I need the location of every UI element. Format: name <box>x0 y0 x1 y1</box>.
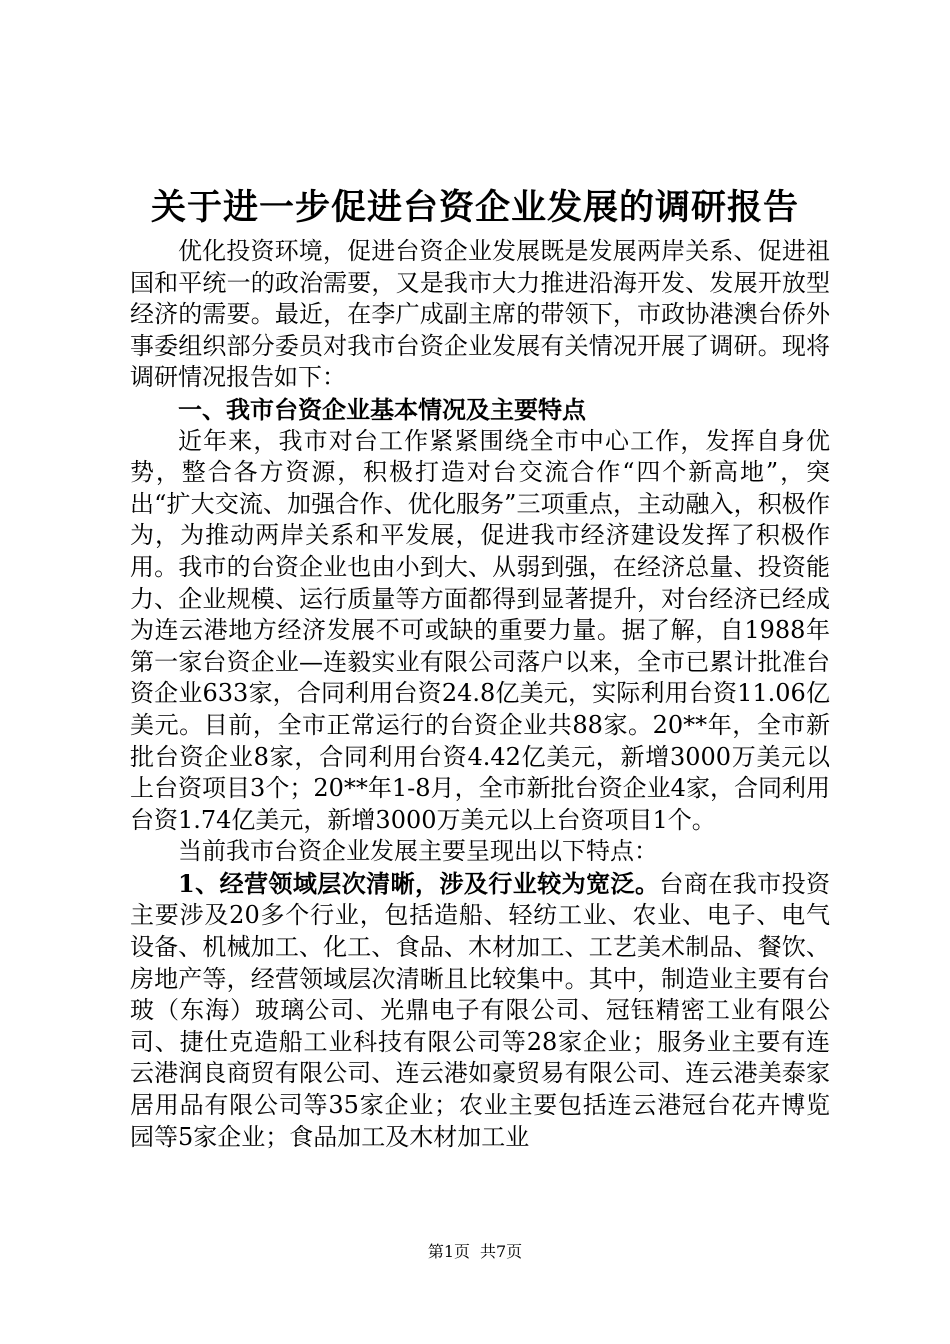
document-title: 关于进一步促进台资企业发展的调研报告 <box>150 187 799 228</box>
feature-1-paragraph <box>130 868 830 1153</box>
overview-paragraph: 近年来，我市对台工作紧紧围绕全市中心工作，发挥自身优势，整合各方资源，积极打造对台交流合作“四个新高地”，突出“扩大交流、加强合作、优化服务”三项重点，主动融入，积极作为，为推动两岸关系和平发展，促进我市经济建设发挥了积极作用。我市的台资企业也由小到大、从弱到强，在经济总量、投资能力、企业规模、运行质量等方面都得到显著提升，对台经济已经成为连云港地方经济发展不可或缺的重要力量。据了解，自1988年第一家台资企业—连毅实业有限公司落户以来，全市已累计批准台资企业633家，合同利用台资24.8亿美元，实际利用台资11.06亿美元。目前，全市正常运行的台资企业共88家。20**年，全市新批台资企业8家，合同利用台资4.42亿美元，新增3000万美元以上台资项目3个；20**年1-8月，全市新批台资企业4家，合同利用台资1.74亿美元，新增3000万美元以上台资项目1个。 <box>130 426 830 834</box>
page-number-total: 共7页 <box>480 1242 523 1261</box>
section-heading-1: 一、我市台资企业基本情况及主要特点 <box>178 394 586 424</box>
features-intro-paragraph: 当前我市台资企业发展主要呈现出以下特点： <box>178 837 658 866</box>
feature-1-lead: 1、经营领域层次清晰，涉及行业较为宽泛。 <box>178 868 660 898</box>
document-body <box>130 236 830 1153</box>
intro-paragraph: 优化投资环境，促进台资企业发展既是发展两岸关系、促进祖国和平统一的政治需要，又是我市大力推进沿海开发、发展开放型经济的需要。最近，在李广成副主席的带领下，市政协港澳台侨外事委组织部分委员对我市台资企业发展有关情况开展了调研。现将调研情况报告如下： <box>130 237 830 392</box>
feature-1-text: 台商在我市投资主要涉及20多个行业，包括造船、轻纺工业、农业、电子、电气设备、机械加工、化工、食品、木材加工、工艺美术制品、餐饮、房地产等，经营领域层次清晰且比较集中。其中，制造业主要有台玻（东海）玻璃公司、光鼎电子有限公司、冠钰精密工业有限公司、捷仕克造船工业科技有限公司等28家企业；服务业主要有连云港润良商贸有限公司、连云港如豪贸易有限公司、连云港美泰家居用品有限公司等35家企业；农业主要包括连云港冠台花卉博览园等5家企业；食品加工及木材加工业 <box>130 869 830 1151</box>
page-number-current: 第1页 <box>427 1242 470 1261</box>
page-footer <box>0 1242 950 1262</box>
